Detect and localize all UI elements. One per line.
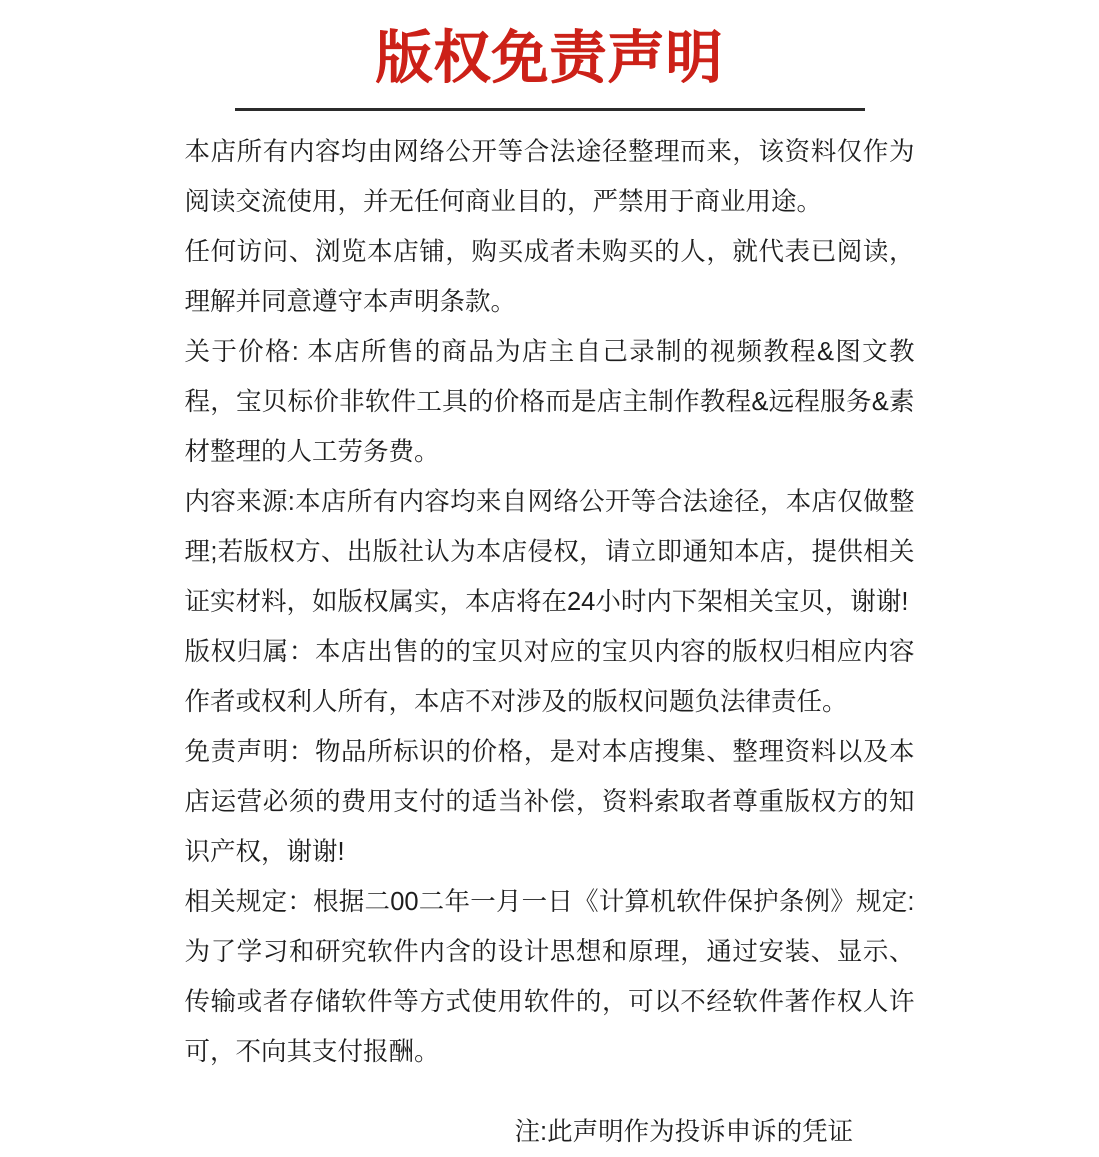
page-title: 版权免责声明 (375, 26, 724, 90)
paragraph-source-of-content: 本店所有内容均由网络公开等合法途径整理而来，该资料仅作为阅读交流使用，并无任何商业目的，严禁用于商业用途。 (184, 138, 915, 216)
title-divider (235, 108, 865, 111)
paragraph-visitor-agreement: 任何访问、浏览本店铺，购买成者未购买的人，就代表已阅读，理解并同意遵守本声明条款。 (184, 238, 915, 316)
disclaimer-body (185, 111, 915, 1157)
footnote-evidence-statement: 注:此声明作为投诉申诉的凭证 (514, 1118, 854, 1146)
paragraph-content-origin: 内容来源:本店所有内容均来自网络公开等合法途径，本店仅做整理;若版权方、出版社认为本店侵权，请立即通知本店，提供相关证实材料，如版权属实，本店将在24小时内下架相关宝贝，谢谢! (184, 488, 915, 616)
paragraph-copyright-ownership: 版权归属：本店出售的的宝贝对应的宝贝内容的版权归相应内容作者或权利人所有，本店不对涉及的版权问题负法律责任。 (184, 638, 915, 716)
paragraph-disclaimer: 免责声明：物品所标识的价格，是对本店搜集、整理资料以及本店运营必须的费用支付的适当补偿，资料索取者尊重版权方的知识产权，谢谢! (184, 738, 915, 866)
paragraph-about-price: 关于价格: 本店所售的商品为店主自己录制的视频教程&图文教程，宝贝标价非软件工具的价格而是店主制作教程&远程服务&素材整理的人工劳务费。 (184, 338, 915, 466)
title-divider-container (0, 108, 1099, 111)
paragraph-related-regulations: 相关规定：根据二00二年一月一日《计算机软件保护条例》规定:为了学习和研究软件内含的设计思想和原理，通过安装、显示、传输或者存储软件等方式使用软件的，可以不经软件著作权人许可，不向其支付报酬。 (184, 888, 915, 1066)
